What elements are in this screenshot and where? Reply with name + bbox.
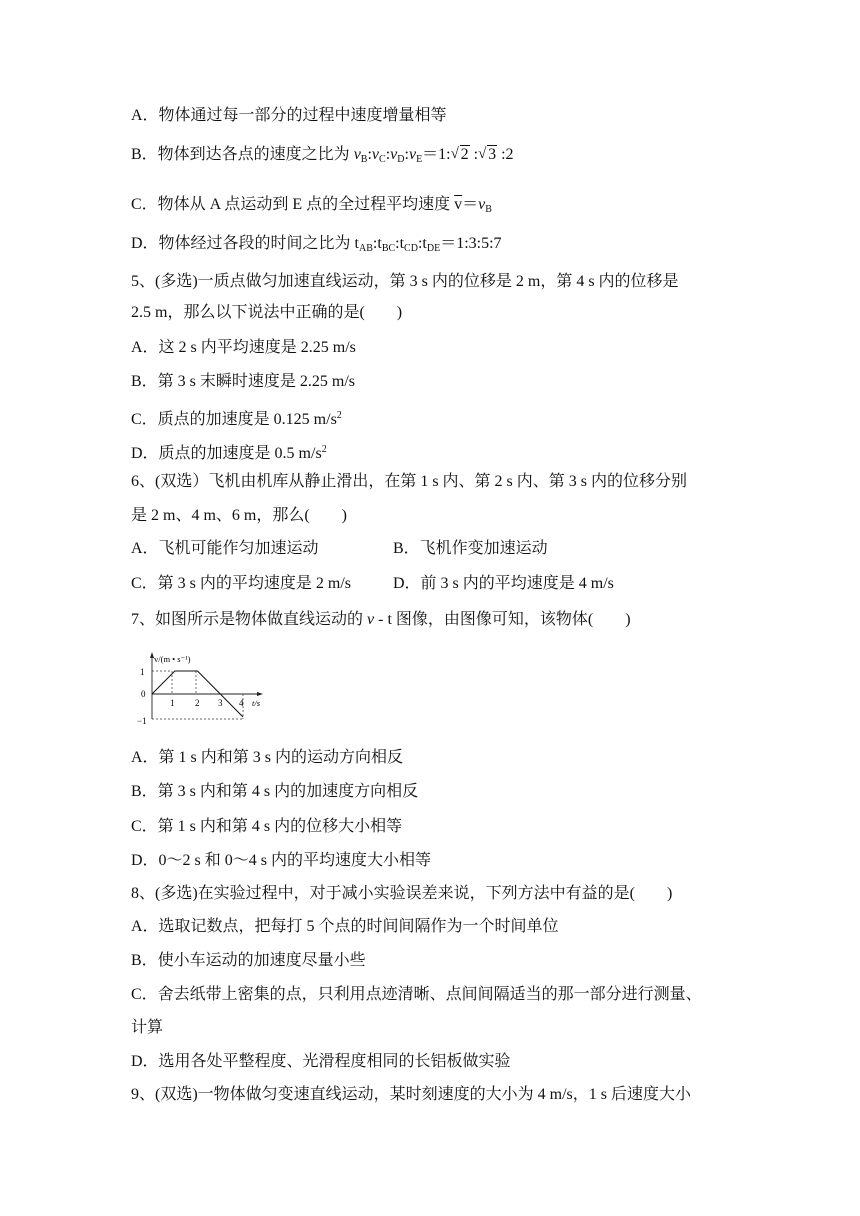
q8-stem: 8、(多选)在实验过程中，对于减小实验误差来说，下列方法中有益的是( ) <box>131 885 673 902</box>
q8-option-a: A．选取记数点，把每打 5 个点的时间间隔作为一个时间单位 <box>131 918 559 935</box>
q8-option-b: B．使小车运动的加速度尽量小些 <box>131 952 366 969</box>
q5-option-b: B．第 3 s 末瞬时速度是 2.25 m/s <box>131 373 356 390</box>
sqrt-3: √ 3 <box>478 143 497 167</box>
q5-stem-line2: 2.5 m，那么以下说法中正确的是( ) <box>131 304 403 321</box>
q9-stem-line1: 9、(双选)一物体做匀变速直线运动，某时刻速度的大小为 4 m/s，1 s 后速度大小 <box>131 1086 692 1103</box>
y-tick-neg1: −1 <box>137 716 147 726</box>
q5-option-a: A．这 2 s 内平均速度是 2.25 m/s <box>131 339 356 356</box>
q8-option-c-line1: C．舍去纸带上密集的点，只利用点迹清晰、点间间隔适当的那一部分进行测量、 <box>131 986 702 1003</box>
average-velocity-symbol: $\overline{v}$ <box>454 196 463 213</box>
q7-option-c: C．第 1 s 内和第 4 s 内的位移大小相等 <box>131 818 403 835</box>
sqrt-2: √ 2 <box>451 143 470 167</box>
q4-option-d: D．物体经过各段的时间之比为 $t_{AB}:t_{BC}:t_{CD}:t_{DE}=1:3:5:7$ <box>131 235 502 254</box>
q5-option-d: D．质点的加速度是 0.5 $m/s^2$ <box>131 444 327 462</box>
x-tick-3: 3 <box>218 698 223 708</box>
q7-stem: 7、如图所示是物体做直线运动的 v - t 图像，由图像可知，该物体( ) <box>131 611 631 628</box>
q8-option-c-line2: 计算 <box>131 1019 164 1036</box>
q7-option-d: D．0～2 s 和 0～4 s 内的平均速度大小相等 <box>131 852 432 869</box>
q8-option-d: D．选用各处平整程度、光滑程度相同的长铝板做实验 <box>131 1053 511 1070</box>
x-axis-label: t/s <box>252 698 261 708</box>
x-tick-1: 1 <box>170 698 175 708</box>
q7-option-a: A．第 1 s 内和第 3 s 内的运动方向相反 <box>131 749 404 766</box>
q4-option-a: A．物体通过每一部分的过程中速度增量相等 <box>131 107 447 124</box>
q6-option-c: C．第 3 s 内的平均速度是 2 m/s <box>131 575 352 592</box>
x-tick-2: 2 <box>195 698 200 708</box>
y-tick-1: 1 <box>140 667 145 677</box>
x-axis-arrow <box>257 692 263 696</box>
q5-stem-line1: 5、(多选)一质点做匀加速直线运动，第 3 s 内的位移是 2 m，第 4 s 内的位移是 <box>131 273 679 290</box>
x-tick-4: 4 <box>239 698 244 708</box>
q5-option-c: C．质点的加速度是 0.125 $m/s^2$ <box>131 410 342 428</box>
q4-option-b: B．物体到达各点的速度之比为 $v_B:v_C:v_D:v_E=1$: √ 2 : √ 3 :2 <box>131 143 514 172</box>
y-tick-0: 0 <box>141 689 146 699</box>
q4-option-c: C．物体从 A 点运动到 E 点的全过程平均速度 $\overline{v}=v_B$ <box>131 196 492 215</box>
y-axis-label: v/(m • s⁻¹) <box>154 654 191 664</box>
velocity-time-graph <box>136 647 268 731</box>
q6-option-b: B．飞机作变加速运动 <box>393 540 548 557</box>
q7-option-b: B．第 3 s 内和第 4 s 内的加速度方向相反 <box>131 783 419 800</box>
q6-option-a: A．飞机可能作匀加速运动 <box>131 540 319 557</box>
q6-option-d: D．前 3 s 内的平均速度是 4 m/s <box>393 575 614 592</box>
q6-stem-line1: 6、(双选）飞机由机库从静止滑出，在第 1 s 内、第 2 s 内、第 3 s 内的位移分别 <box>131 473 688 490</box>
q6-stem-line2: 是 2 m、4 m、6 m，那么( ) <box>131 507 347 524</box>
